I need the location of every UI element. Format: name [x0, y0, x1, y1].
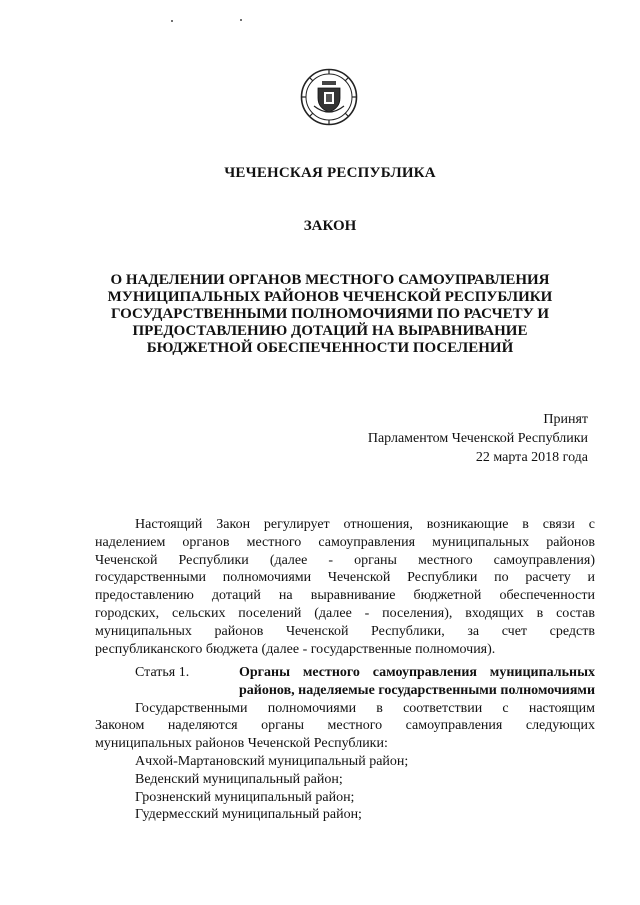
law-title-line: БЮДЖЕТНОЙ ОБЕСПЕЧЕННОСТИ ПОСЕЛЕНИЙ: [146, 340, 514, 356]
preamble-line: наделением органов местного самоуправления муниципальных районов: [95, 534, 595, 550]
district-list-item: Ачхой-Мартановский муниципальный район;: [135, 753, 409, 769]
article-1-body: [95, 700, 595, 825]
preamble-line: государственными полномочиями Чеченской Республики по расчету и: [95, 570, 595, 586]
district-list-item: Гудермесский муниципальный район;: [135, 807, 362, 823]
preamble: [95, 516, 595, 658]
preamble-line: предоставлению дотаций на выравнивание бюджетной обеспеченности: [95, 588, 595, 604]
preamble-line: муниципальных районов Чеченской Республики, за счет средств: [95, 623, 595, 639]
adopted-label: Принят: [543, 412, 588, 427]
adopted-date: 22 марта 2018 года: [475, 450, 588, 465]
adopted-by: Парламентом Чеченской Республики: [367, 431, 588, 446]
district-list-item: Веденский муниципальный район;: [135, 771, 343, 787]
preamble-line: Чеченской Республики (далее - органы местного самоуправления): [95, 552, 595, 568]
article-1: [95, 664, 595, 824]
article-1-header: [95, 664, 595, 700]
article-1-label: Статья 1.: [135, 665, 190, 680]
law-title-line: О НАДЕЛЕНИИ ОРГАНОВ МЕСТНОГО САМОУПРАВЛЕНИЯ: [110, 272, 550, 288]
document-type: ЗАКОН: [303, 218, 357, 234]
article-body-line: муниципальных районов Чеченской Республики:: [95, 736, 388, 752]
article-heading-line: Органы местного самоуправления муниципальных: [239, 665, 596, 680]
law-title-line: МУНИЦИПАЛЬНЫХ РАЙОНОВ ЧЕЧЕНСКОЙ РЕСПУБЛИКИ: [107, 289, 553, 305]
law-title-line: ГОСУДАРСТВЕННЫМИ ПОЛНОМОЧИЯМИ ПО РАСЧЕТУ И: [110, 306, 550, 322]
article-1-heading: [239, 664, 595, 700]
article-body-line: Законом наделяются органы местного самоуправления следующих: [95, 718, 595, 734]
article-body-line: Государственными полномочиями в соответствии с настоящим: [135, 700, 595, 716]
scan-specks: [170, 18, 260, 24]
adoption-block: [368, 410, 588, 467]
preamble-line: республиканского бюджета (далее - государственные полномочия).: [95, 641, 496, 657]
preamble-line: городских, сельских поселений (далее - поселения), входящих в состав: [95, 605, 595, 621]
republic-heading: ЧЕЧЕНСКАЯ РЕСПУБЛИКА: [224, 165, 436, 181]
article-heading-line: районов, наделяемые государственными полномочиями: [239, 682, 596, 698]
coat-of-arms-icon: [300, 68, 358, 126]
law-title: [60, 272, 600, 357]
district-list-item: Грозненский муниципальный район;: [135, 789, 355, 805]
law-title-line: ПРЕДОСТАВЛЕНИЮ ДОТАЦИЙ НА ВЫРАВНИВАНИЕ: [132, 323, 528, 339]
preamble-line: Настоящий Закон регулирует отношения, возникающие в связи с: [135, 517, 595, 532]
